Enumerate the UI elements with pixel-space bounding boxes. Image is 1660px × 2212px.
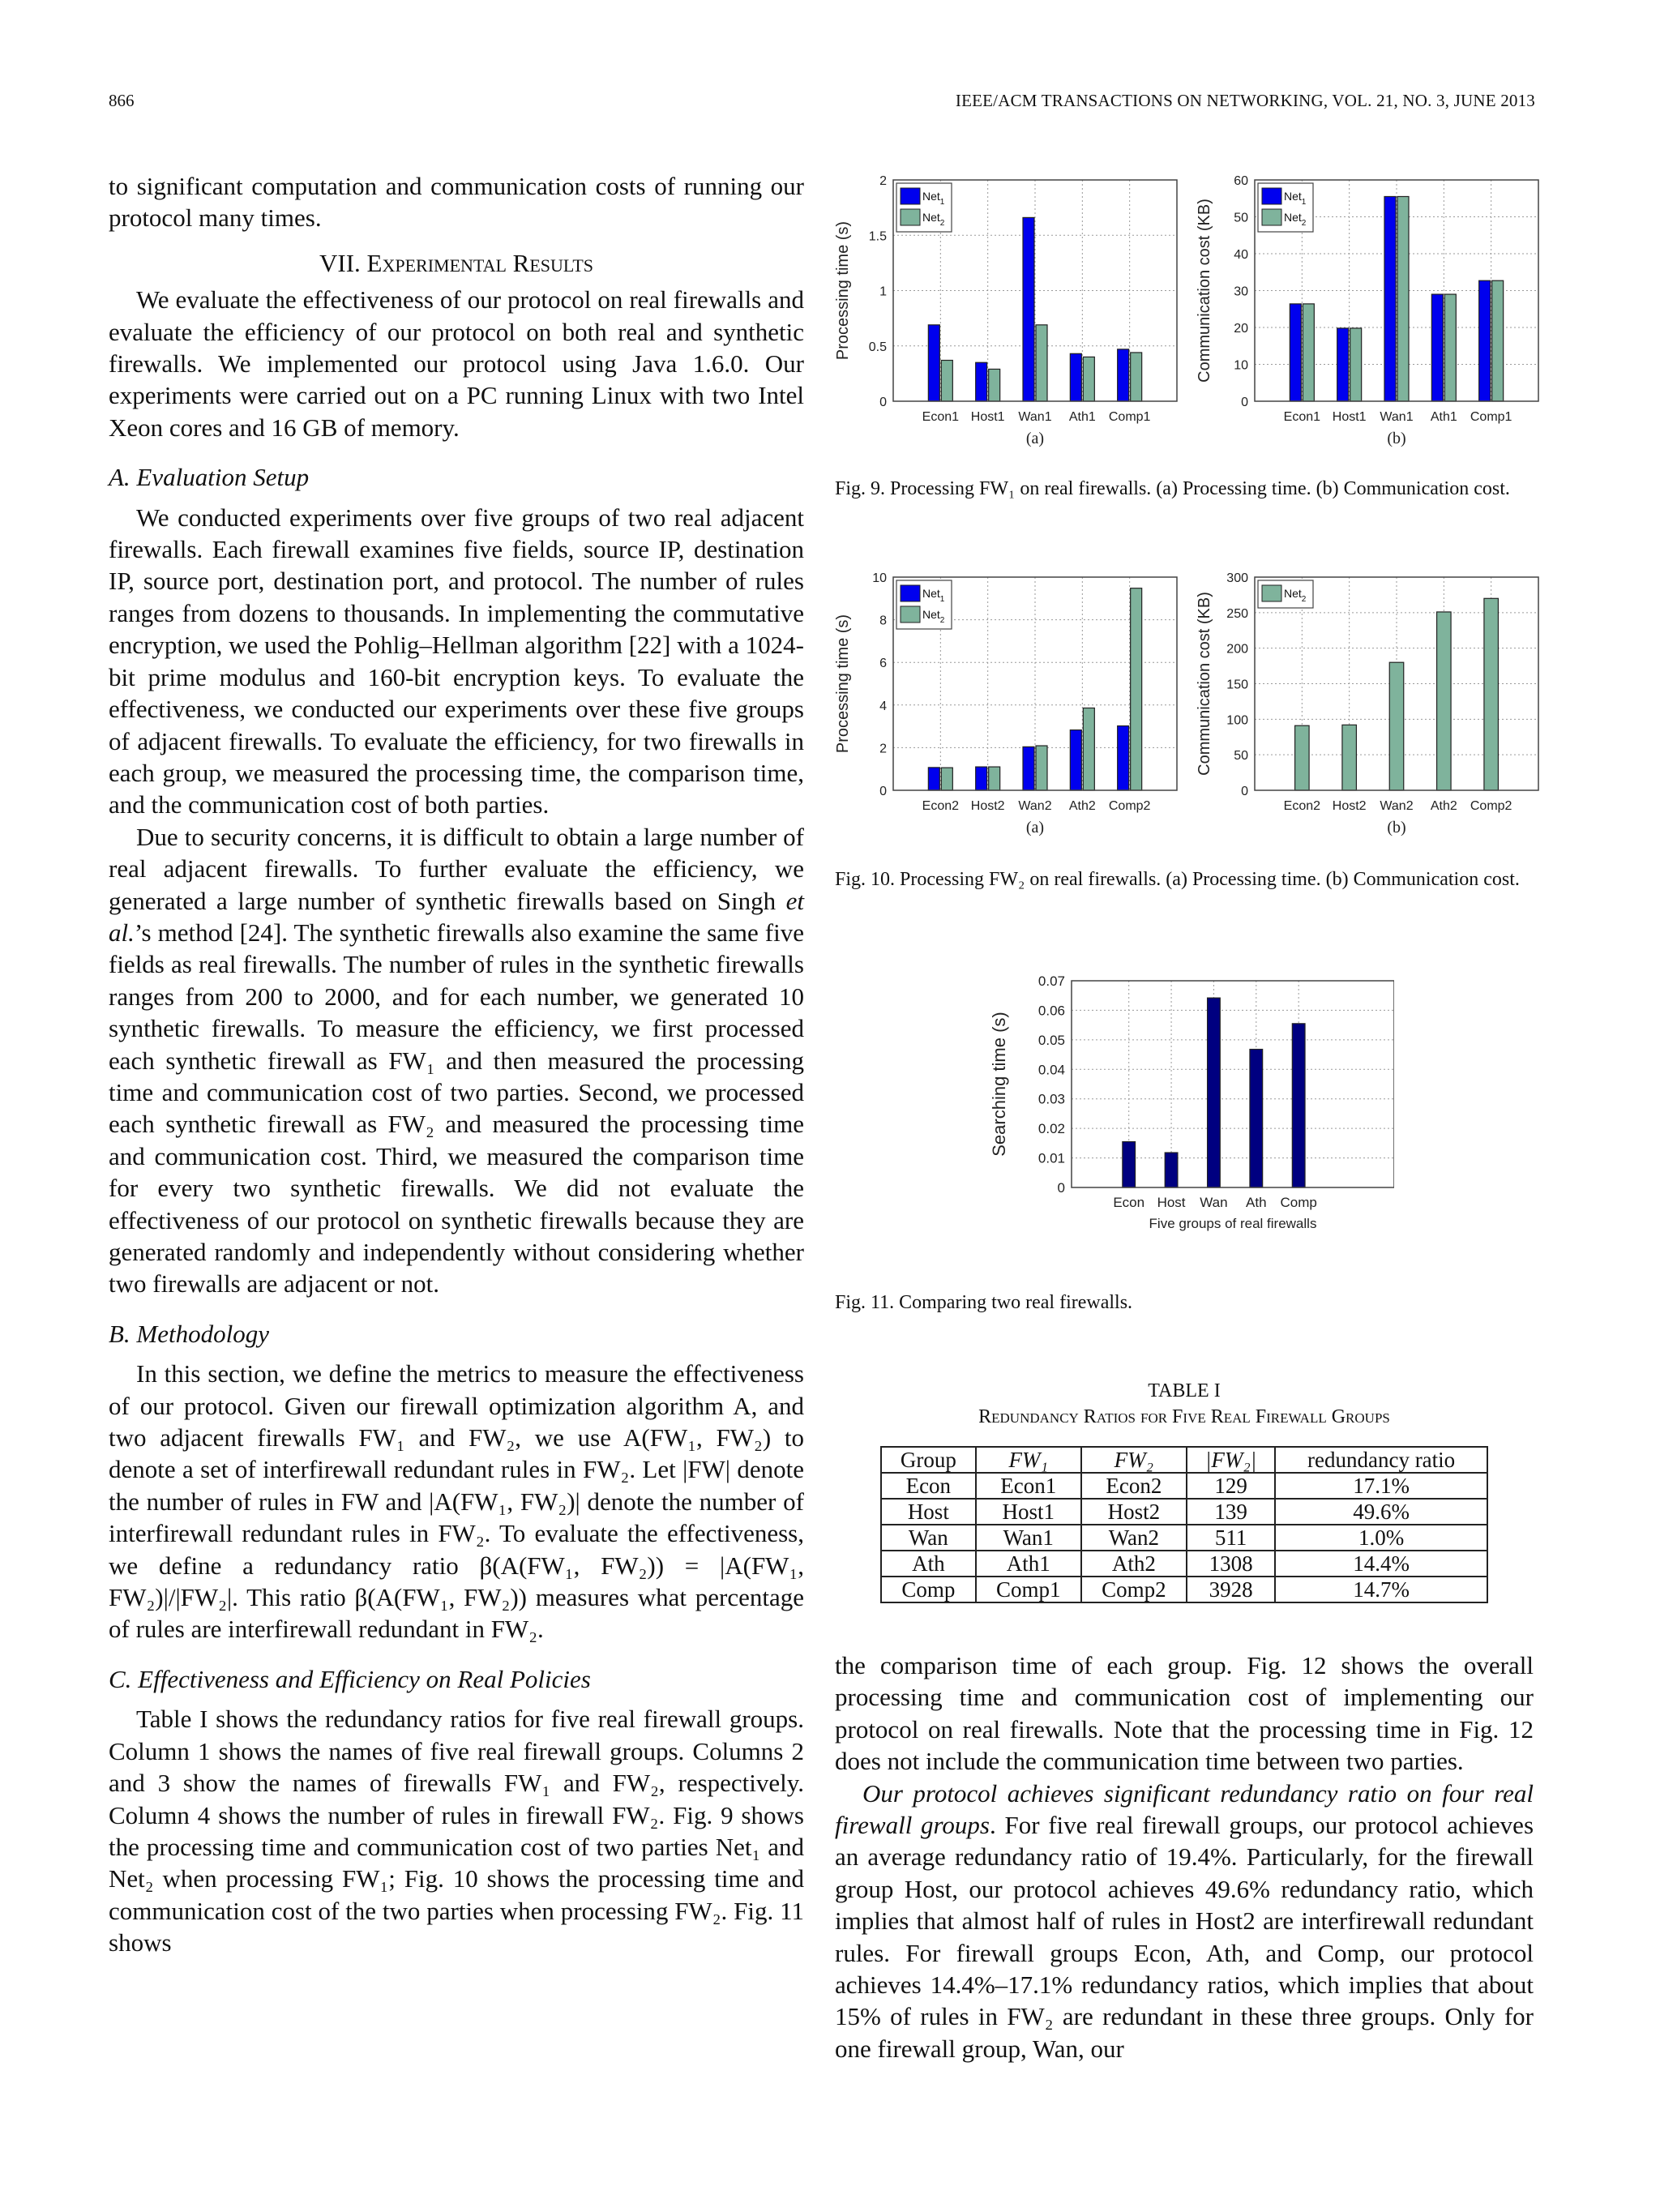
bar xyxy=(1023,747,1034,790)
bar xyxy=(1389,662,1404,790)
table-cell: Wan1 xyxy=(976,1525,1081,1551)
effectiveness-lead: Our protocol achieves significant redundancy ratio on four real firewall groups xyxy=(835,1778,1534,1840)
svg-text:Five groups of real firewalls: Five groups of real firewalls xyxy=(1149,1216,1317,1231)
bar xyxy=(976,767,987,790)
svg-text:Net2: Net$_2$ xyxy=(1284,211,1307,228)
etal-italic: et al. xyxy=(109,886,804,947)
fig10a-chart xyxy=(827,567,1183,855)
table-cell: Wan xyxy=(881,1525,976,1551)
effectiveness-body: . For five real firewall groups, our protocol achieves an average redundancy ratio of 19.4%. Particularly, for the firewall group Host, our protocol achieves 49.6% redundancy ratio, which implies that almost half of rules in Host2 are interfirewall redundant rules. For firewall groups Econ, Ath, and Comp, our protocol achieves 14.4%–17.1% redundancy ratios, which implies that about 15% of rules in FW₂ are redundant in these three groups. Only for one firewall group, Wan, our xyxy=(835,1811,1534,2063)
bar xyxy=(1250,1050,1263,1187)
svg-text:Searching time (s): Searching time (s) xyxy=(989,1012,1009,1157)
table-subtitle: Redundancy Ratios for Five Real Firewall Groups xyxy=(978,1406,1390,1427)
right-column-text xyxy=(835,1649,1534,2064)
chart-svg xyxy=(827,567,1183,855)
svg-text:Net2: Net$_2$ xyxy=(922,608,945,625)
table-cell: Econ2 xyxy=(1081,1473,1187,1499)
table-header: redundancy ratio xyxy=(1275,1447,1487,1473)
left-column xyxy=(109,170,804,1959)
bar xyxy=(1384,196,1396,401)
svg-text:Econ2: Econ2 xyxy=(922,799,960,813)
table-cell: 17.1% xyxy=(1275,1473,1487,1499)
bar xyxy=(1492,280,1504,401)
table-header: Group xyxy=(881,1447,976,1473)
table-header: FW₂ xyxy=(1081,1447,1187,1473)
table-cell: Econ xyxy=(881,1473,976,1499)
svg-text:Host: Host xyxy=(1157,1195,1186,1210)
bar xyxy=(1397,196,1409,401)
svg-text:0.06: 0.06 xyxy=(1038,1003,1065,1019)
svg-text:Processing time (s): Processing time (s) xyxy=(834,220,852,361)
svg-text:10: 10 xyxy=(872,571,887,585)
page-number: 866 xyxy=(109,91,135,110)
svg-text:0.01: 0.01 xyxy=(1038,1150,1065,1166)
text-span: ’s method [24]. The synthetic firewalls also examine the same five fields as real firewalls. The number of rules in the synthetic firewalls ranges from 200 to 2000, and for each number, we generated 10 synthetic firewalls. To measure the efficiency, we first processed each synthetic firewall as FW₁ and then measured the processing time and communication cost of two parties. Second, we processed each synthetic firewall as FW₂ and measured the processing time and communication cost. Third, we measured the comparison time for every two synthetic firewalls. We did not evaluate the effectiveness of our protocol on synthetic firewalls because they are generated randomly and independently without considering whether two firewalls are adjacent or not. xyxy=(109,918,804,1299)
svg-text:10: 10 xyxy=(1234,358,1248,373)
table-row xyxy=(881,1473,1487,1499)
bar xyxy=(1437,612,1452,790)
svg-text:Host2: Host2 xyxy=(970,799,1005,813)
svg-text:0.02: 0.02 xyxy=(1038,1121,1065,1137)
bar xyxy=(1131,353,1142,401)
table-row xyxy=(881,1577,1487,1602)
bar xyxy=(1350,328,1362,401)
svg-text:1.5: 1.5 xyxy=(868,229,887,244)
bar xyxy=(1292,1024,1305,1187)
bar xyxy=(1070,353,1081,401)
svg-text:Comp2: Comp2 xyxy=(1108,799,1151,813)
svg-text:Host2: Host2 xyxy=(1332,799,1367,813)
svg-text:Communication cost (KB): Communication cost (KB) xyxy=(1196,199,1213,383)
table-title: TABLE I xyxy=(1148,1380,1221,1401)
table-cell: 129 xyxy=(1187,1473,1275,1499)
bar xyxy=(1023,217,1034,401)
svg-text:Econ1: Econ1 xyxy=(922,410,960,424)
bar xyxy=(1165,1153,1178,1187)
svg-text:50: 50 xyxy=(1234,211,1248,225)
svg-text:Comp2: Comp2 xyxy=(1470,799,1512,813)
svg-text:Processing time (s): Processing time (s) xyxy=(834,614,852,754)
bar xyxy=(1123,1142,1136,1187)
svg-text:60: 60 xyxy=(1234,174,1248,188)
svg-text:100: 100 xyxy=(1226,713,1248,728)
svg-text:Ath2: Ath2 xyxy=(1430,799,1457,813)
svg-text:Econ: Econ xyxy=(1113,1195,1145,1210)
journal-header: IEEE/ACM TRANSACTIONS ON NETWORKING, VOL. 21, NO. 3, JUNE 2013 xyxy=(955,91,1535,110)
fig11-caption: Fig. 11. Comparing two real firewalls. xyxy=(835,1292,1133,1313)
svg-text:Ath1: Ath1 xyxy=(1068,410,1096,424)
table-cell: 1.0% xyxy=(1275,1525,1487,1551)
text-span: Due to security concerns, it is difficult to obtain a large number of real adjacent firewalls. To further evaluate the efficiency, we generated a large number of synthetic firewalls based on Singh xyxy=(109,822,804,915)
svg-text:0: 0 xyxy=(879,396,887,409)
table-cell: 14.7% xyxy=(1275,1577,1487,1602)
svg-text:(b): (b) xyxy=(1387,819,1406,836)
section-paragraph: We evaluate the effectiveness of our protocol on real firewalls and evaluate the efficiency of our protocol on both real and synthetic firewalls. We implemented our protocol using Java 1.6.0. Our experiments were carried out on a PC running Linux with two Intel Xeon cores and 16 GB of memory. xyxy=(109,285,804,442)
fig9-caption: Fig. 9. Processing FW₁ on real firewalls. (a) Processing time. (b) Communication cost. xyxy=(835,478,1510,499)
bar xyxy=(976,362,987,401)
svg-text:0: 0 xyxy=(1241,785,1248,798)
svg-text:Comp: Comp xyxy=(1280,1195,1317,1210)
fig11-chart xyxy=(973,948,1394,1273)
bar xyxy=(941,360,952,401)
table-cell: Ath xyxy=(881,1551,976,1577)
table-cell: 14.4% xyxy=(1275,1551,1487,1577)
comparison-paragraph: the comparison time of each group. Fig. 12 shows the overall processing time and communication cost of implementing our protocol on real firewalls. Note that the processing time in Fig. 12 does not include the communication time between two parties. xyxy=(835,1651,1534,1776)
svg-text:0: 0 xyxy=(879,785,887,798)
svg-text:Wan2: Wan2 xyxy=(1018,799,1052,813)
chart-svg xyxy=(973,948,1394,1273)
subsection-a-title: A. Evaluation Setup xyxy=(109,463,310,492)
svg-text:200: 200 xyxy=(1226,642,1248,657)
svg-text:30: 30 xyxy=(1234,285,1248,299)
svg-text:Wan1: Wan1 xyxy=(1018,410,1052,424)
bar xyxy=(1083,708,1094,790)
table-cell: Comp2 xyxy=(1081,1577,1187,1602)
fig9a-chart xyxy=(827,170,1183,466)
bar xyxy=(1484,598,1499,790)
svg-text:250: 250 xyxy=(1226,606,1248,621)
table-cell: 3928 xyxy=(1187,1577,1275,1602)
chart-svg xyxy=(1188,170,1545,466)
redundancy-table xyxy=(880,1446,1488,1603)
fig10b-chart xyxy=(1188,567,1545,855)
table-header-row xyxy=(881,1447,1487,1473)
bar xyxy=(928,325,939,401)
subsection-c-title: C. Effectiveness and Efficiency on Real Policies xyxy=(109,1664,591,1693)
svg-text:Net2: Net$_2$ xyxy=(922,211,945,228)
svg-text:0.5: 0.5 xyxy=(868,340,887,354)
table-cell: Comp1 xyxy=(976,1577,1081,1602)
svg-text:Wan1: Wan1 xyxy=(1380,410,1414,424)
table-cell: Ath2 xyxy=(1081,1551,1187,1577)
svg-text:0: 0 xyxy=(1057,1180,1065,1196)
table-header: FW₁ xyxy=(976,1447,1081,1473)
chart-svg xyxy=(1188,567,1545,855)
chart-svg xyxy=(827,170,1183,466)
table-header: |FW₂| xyxy=(1187,1447,1275,1473)
svg-text:(b): (b) xyxy=(1387,430,1406,447)
bar xyxy=(1337,328,1349,401)
svg-text:Communication cost (KB): Communication cost (KB) xyxy=(1196,592,1213,776)
bar xyxy=(1118,726,1129,790)
svg-text:Ath1: Ath1 xyxy=(1430,410,1457,424)
table-cell: Host1 xyxy=(976,1499,1081,1525)
svg-text:Ath2: Ath2 xyxy=(1068,799,1096,813)
effectiveness-paragraph xyxy=(835,1778,1534,2065)
section-title: VII. Experimental Results xyxy=(319,248,593,277)
table-cell: Comp xyxy=(881,1577,976,1602)
fig10-caption: Fig. 10. Processing FW₂ on real firewalls. (a) Processing time. (b) Communication cost. xyxy=(835,869,1520,890)
bar xyxy=(989,369,1000,401)
table-cell: 139 xyxy=(1187,1499,1275,1525)
bar xyxy=(1303,304,1314,401)
table-cell: 1308 xyxy=(1187,1551,1275,1577)
svg-text:(a): (a) xyxy=(1025,430,1045,447)
bar xyxy=(989,767,1000,790)
svg-text:150: 150 xyxy=(1226,678,1248,692)
fig9b-chart xyxy=(1188,170,1545,466)
subsection-b-title: B. Methodology xyxy=(109,1319,270,1348)
svg-text:Econ2: Econ2 xyxy=(1283,799,1321,813)
svg-text:8: 8 xyxy=(879,614,887,628)
svg-text:Host1: Host1 xyxy=(1332,410,1367,424)
svg-text:Net1: Net$_1$ xyxy=(922,587,945,604)
svg-text:Comp1: Comp1 xyxy=(1108,410,1151,424)
bar xyxy=(1083,357,1094,401)
subsection-c-paragraph: Table I shows the redundancy ratios for five real firewall groups. Column 1 shows the names of five real firewall groups. Columns 2 and 3 show the names of firewalls FW₁ and FW₂, respectively. Column 4 shows the number of rules in firewall FW₂. Fig. 9 shows the processing time and communication cost of two parties Net₁ and Net₂ when processing FW₁; Fig. 10 shows the processing time and communication cost of the two parties when processing FW₂. Fig. 11 shows xyxy=(109,1705,804,1957)
svg-text:4: 4 xyxy=(879,699,887,713)
svg-text:50: 50 xyxy=(1234,749,1248,764)
bar xyxy=(1342,725,1357,790)
svg-text:Host1: Host1 xyxy=(970,410,1005,424)
bar xyxy=(928,768,939,790)
svg-text:0.07: 0.07 xyxy=(1038,973,1065,989)
svg-text:1: 1 xyxy=(879,285,887,299)
bar xyxy=(1290,304,1301,401)
svg-text:6: 6 xyxy=(879,657,887,671)
svg-text:Comp1: Comp1 xyxy=(1470,410,1512,424)
bar xyxy=(1036,746,1047,790)
svg-text:0.05: 0.05 xyxy=(1038,1032,1065,1048)
subsection-a-paragraph-2 xyxy=(109,821,804,1300)
svg-text:Econ1: Econ1 xyxy=(1283,410,1321,424)
bar xyxy=(1431,294,1443,401)
table-cell: Ath1 xyxy=(976,1551,1081,1577)
table-cell: Host xyxy=(881,1499,976,1525)
svg-text:Net1: Net$_1$ xyxy=(1284,190,1307,207)
svg-text:40: 40 xyxy=(1234,248,1248,262)
table-block xyxy=(835,1378,1534,1603)
svg-text:0: 0 xyxy=(1241,396,1248,409)
bar xyxy=(1208,998,1221,1187)
svg-text:(a): (a) xyxy=(1025,819,1045,836)
svg-text:Ath: Ath xyxy=(1246,1195,1267,1210)
intro-continuation: to significant computation and communication costs of running our protocol many times. xyxy=(109,172,804,233)
svg-text:Wan2: Wan2 xyxy=(1380,799,1414,813)
svg-text:300: 300 xyxy=(1226,571,1248,585)
subsection-b-paragraph: In this section, we define the metrics to measure the effectiveness of our protocol. Given our firewall optimization algorithm A, and two adjacent firewalls FW₁ and FW₂, we use A(FW₁, FW₂) to denote a set of interfirewall redundant rules in FW₂. Let |FW| denote the number of rules in FW and |A(FW₁, FW₂)| denote the number of interfirewall redundant rules in FW₂. To evaluate the effectiveness, we define a redundancy ratio β(A(FW₁, FW₂)) = |A(FW₁, FW₂)|/|FW₂|. This ratio β(A(FW₁, FW₂)) measures what percentage of rules are interfirewall redundant in FW₂. xyxy=(109,1359,804,1644)
bar xyxy=(1131,588,1142,790)
svg-text:20: 20 xyxy=(1234,322,1248,336)
svg-text:0.03: 0.03 xyxy=(1038,1091,1065,1107)
bar xyxy=(1479,280,1491,401)
table-row xyxy=(881,1551,1487,1577)
bar xyxy=(1070,730,1081,790)
subsection-a-paragraph-1: We conducted experiments over five groups of two real adjacent firewalls. Each firewall examines five fields, source IP, destination IP, source port, destination port, and protocol. The number of rules ranges from dozens to thousands. In implementing the commutative encryption, we used the Pohlig–Hellman algorithm [22] with a 1024-bit prime modulus and 160-bit encryption keys. To evaluate the effectiveness, we conducted our experiments over these five groups of adjacent firewalls. To evaluate the efficiency, for two firewalls in each group, we measured the processing time, the comparison time, and the communication cost of both parties. xyxy=(109,503,804,819)
bar xyxy=(1444,294,1456,401)
table-cell: Wan2 xyxy=(1081,1525,1187,1551)
table-row xyxy=(881,1525,1487,1551)
svg-text:2: 2 xyxy=(879,174,887,188)
svg-text:Net2: Net$_2$ xyxy=(1284,587,1307,604)
svg-text:0.04: 0.04 xyxy=(1038,1062,1065,1078)
table-row xyxy=(881,1499,1487,1525)
bar xyxy=(1036,325,1047,401)
table-cell: 511 xyxy=(1187,1525,1275,1551)
bar xyxy=(941,768,952,790)
svg-text:Net1: Net$_1$ xyxy=(922,190,945,207)
svg-text:Wan: Wan xyxy=(1200,1195,1228,1210)
svg-text:2: 2 xyxy=(879,742,887,756)
bar xyxy=(1295,725,1310,790)
bar xyxy=(1118,349,1129,401)
table-cell: Host2 xyxy=(1081,1499,1187,1525)
table-cell: Econ1 xyxy=(976,1473,1081,1499)
table-cell: 49.6% xyxy=(1275,1499,1487,1525)
